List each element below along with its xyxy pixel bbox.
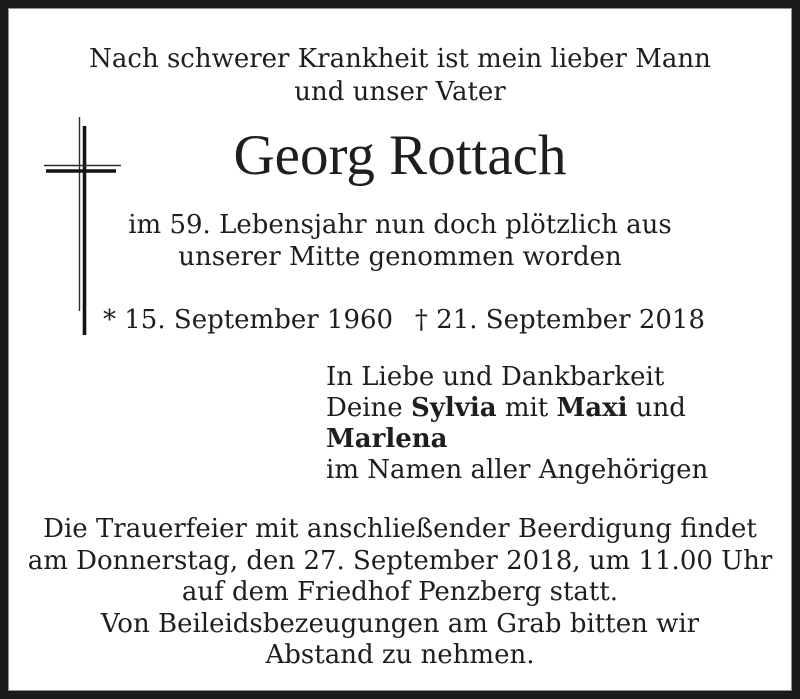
- condolence-line-2: [326, 393, 791, 455]
- death-circumstance-text: [9, 209, 791, 273]
- announcement-line: auf dem Friedhof Penzberg statt.: [181, 577, 619, 607]
- life-dates: [9, 304, 791, 336]
- condolence-block: [326, 362, 791, 486]
- cross-icon: [43, 112, 125, 342]
- condolence-line-1: In Liebe und Dankbarkeit: [326, 362, 665, 392]
- condolence-word: und: [635, 393, 686, 423]
- announcement-line: Von Beileidsbezeugungen am Grab bitten wir: [100, 608, 700, 639]
- obituary-card-inner: [8, 8, 792, 691]
- condolence-line-3: im Namen aller Angehörigen: [326, 455, 709, 485]
- death-date: † 21. September 2018: [414, 305, 705, 335]
- mourner-name: Maxi: [556, 393, 628, 423]
- opening-line-2: und unser Vater: [294, 77, 506, 107]
- funeral-announcement: [9, 514, 791, 672]
- announcement-line: Abstand zu nehmen.: [265, 640, 535, 670]
- condolence-word: mit: [504, 393, 549, 423]
- deceased-name: Georg Rottach: [233, 124, 567, 187]
- mourner-name: Marlena: [326, 424, 448, 454]
- announcement-line: am Donnerstag, den 27. September 2018, um 11.00 Uhr: [27, 545, 773, 576]
- condolence-word: Deine: [326, 393, 403, 423]
- subtext-line-2: unserer Mitte genommen worden: [178, 242, 622, 272]
- subtext-line-1: im 59. Lebensjahr nun doch plötzlich aus: [128, 210, 672, 240]
- mourner-name: Sylvia: [410, 393, 497, 423]
- opening-line-1: Nach schwerer Krankheit ist mein lieber Mann: [89, 44, 711, 74]
- announcement-line: Die Trauerfeier mit anschließender Beerdigung findet: [43, 514, 757, 544]
- birth-date: * 15. September 1960: [103, 305, 394, 335]
- opening-text: [9, 43, 791, 109]
